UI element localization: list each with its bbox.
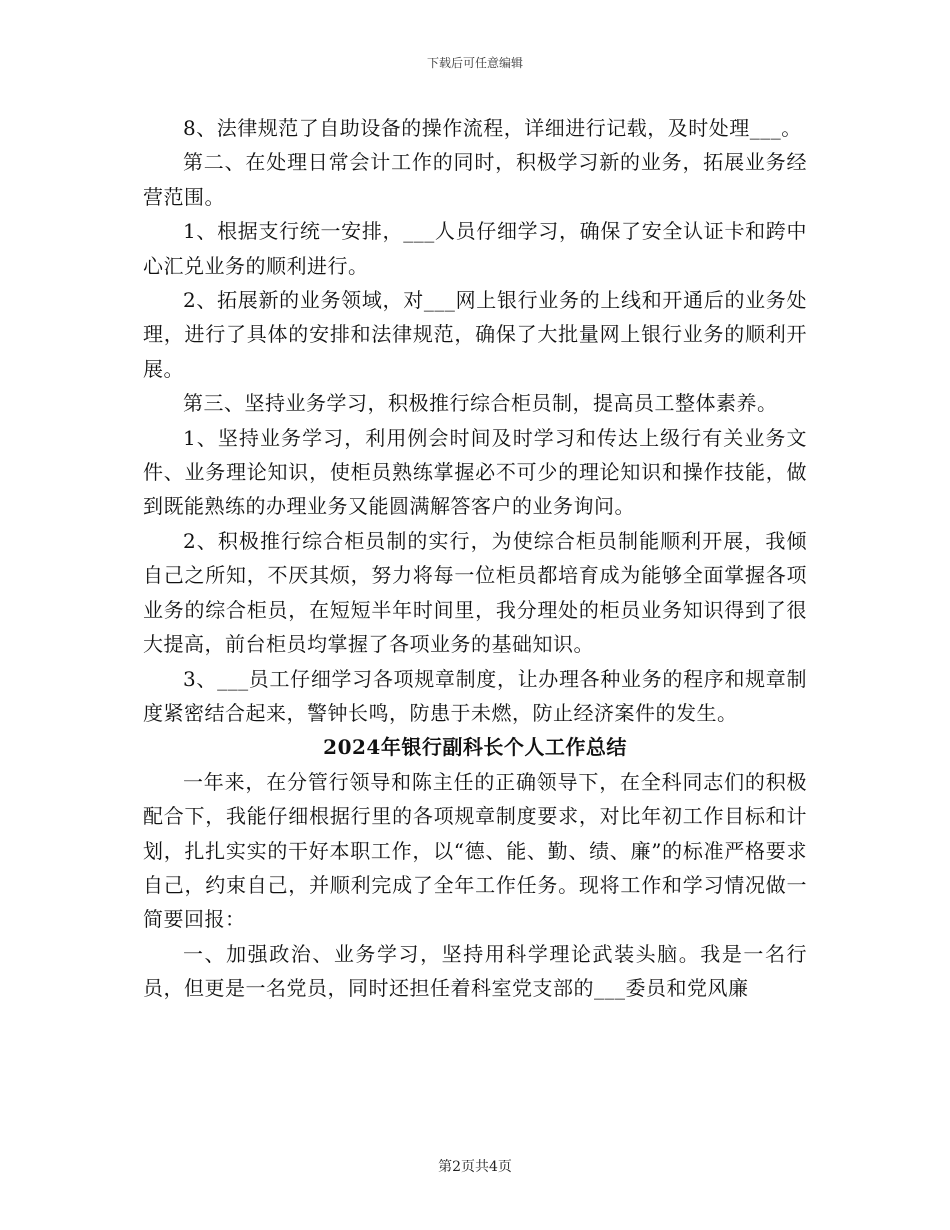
- paragraph-section2-item-1: 1、根据支行统一安排，___人员仔细学习，确保了安全认证卡和跨中心汇兑业务的顺利进行。: [143, 219, 807, 278]
- paragraph-section3-item-1: 1、坚持业务学习，利用例会时间及时学习和传达上级行有关业务文件、业务理论知识，使柜员熟练掌握必不可少的理论知识和操作技能，做到既能熟练的办理业务又能圆满解答客户的业务询问。: [143, 425, 807, 519]
- paragraph-intro: 一年来，在分管行领导和陈主任的正确领导下，在全科同志们的积极配合下，我能仔细根据行里的各项规章制度要求，对比年初工作目标和计划，扎扎实实的干好本职工作，以“德、能、勤、绩、廉”的标准严格要求自己，约束自己，并顺利完成了全年工作任务。现将工作和学习情况做一简要回报：: [143, 769, 807, 932]
- paragraph-section3-item-2: 2、积极推行综合柜员制的实行，为使综合柜员制能顺利开展，我倾自己之所知，不厌其烦，努力将每一位柜员都培育成为能够全面掌握各项业务的综合柜员，在短短半年时间里，我分理处的柜员业务知识得到了很大提高，前台柜员均掌握了各项业务的基础知识。: [143, 528, 807, 657]
- paragraph-part-one: 一、加强政治、业务学习，坚持用科学理论武装头脑。我是一名行员，但更是一名党员，同时还担任着科室党支部的___委员和党风廉: [143, 941, 807, 1001]
- paragraph-section2-item-2: 2、拓展新的业务领域，对___网上银行业务的上线和开通后的业务处理，进行了具体的安排和法律规范，确保了大批量网上银行业务的顺利开展。: [143, 288, 807, 381]
- page-number-footer: 第2页共4页: [438, 1159, 512, 1175]
- document-title: 2024年银行副科长个人工作总结: [323, 735, 627, 760]
- section-three-heading: 第三、坚持业务学习，积极推行综合柜员制，提高员工整体素养。: [183, 391, 778, 416]
- paragraph-section3-item-3: 3、___员工仔细学习各项规章制度，让办理各种业务的程序和规章制度紧密结合起来，警钟长鸣，防患于未燃，防止经济案件的发生。: [143, 666, 807, 725]
- page-header-note: 下载后可任意编辑: [426, 56, 523, 70]
- document-body: [143, 111, 807, 1006]
- section-two-heading: 第二、在处理日常会计工作的同时，积极学习新的业务，拓展业务经营范围。: [143, 150, 807, 209]
- paragraph-item-8: 8、法律规范了自助设备的操作流程，详细进行记载，及时处理___。: [183, 116, 802, 140]
